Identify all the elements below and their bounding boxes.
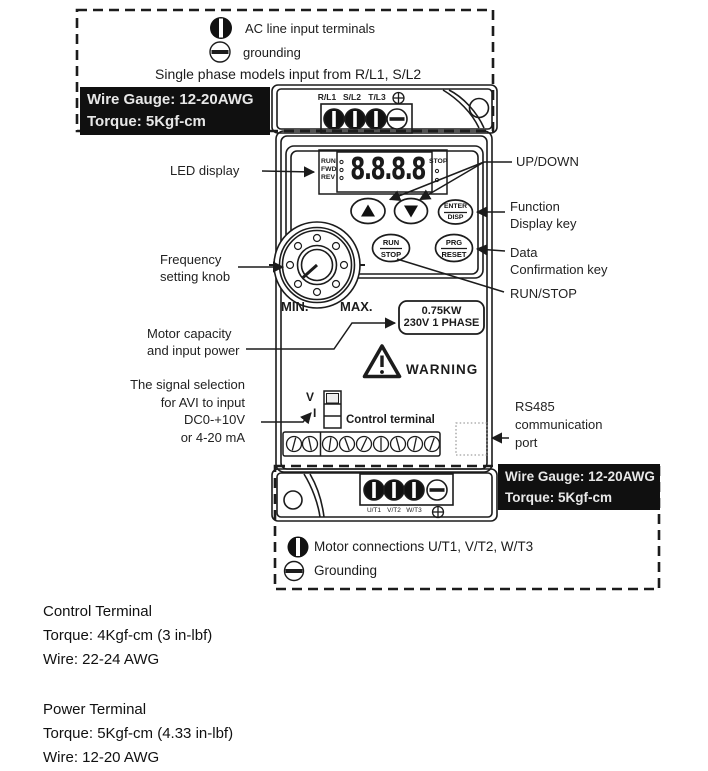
up-arrow-icon (361, 205, 375, 217)
grounding-label-bottom: Grounding (314, 563, 378, 578)
wire-gauge-bottom-box (498, 464, 660, 510)
power-terminal-torque: Torque: 5Kgf-cm (4.33 in-lbf) (43, 725, 234, 742)
terminal-label-rl1: R/L1 (317, 92, 337, 102)
signal-selection-annotation (103, 376, 245, 446)
motor-capacity-annotation-2: and input power (147, 343, 240, 358)
control-terminal-label: Control terminal (346, 414, 435, 426)
led-display-annotation: LED display (170, 163, 240, 178)
enter-label: ENTER (443, 202, 468, 210)
terminal-label-ut1: U/T1 (366, 507, 382, 514)
grounding-label: grounding (243, 45, 301, 60)
signal-line-3: DC0-+10V (183, 412, 245, 427)
indicator-run: RUN (321, 158, 336, 165)
warning-icon (365, 346, 400, 377)
grounding-screw-icon-bottom (285, 562, 304, 581)
mounting-hole (284, 491, 302, 509)
terminal-label-wt3: W/T3 (406, 507, 422, 514)
signal-line-1: The signal selection (130, 377, 245, 392)
prg-label: PRG (445, 237, 463, 247)
indicator-stop: STOP (429, 158, 448, 165)
single-phase-note: Single phase models input from R/L1, S/L2 (155, 66, 422, 82)
function-key-annotation-2: Display key (510, 216, 577, 231)
run-stop-annotation: RUN/STOP (510, 286, 577, 301)
rating-line2: 230V 1 PHASE (403, 317, 480, 329)
ground-symbol-icon (393, 93, 404, 104)
knob-max-label: MAX. (340, 299, 373, 314)
terminal-label-vt2: V/T2 (387, 507, 401, 514)
data-key-annotation-2: Confirmation key (510, 262, 608, 277)
frequency-knob (269, 222, 365, 308)
reset-label: RESET (441, 250, 467, 259)
rating-line1: 0.75KW (421, 305, 462, 317)
run-stop-leader (397, 259, 504, 292)
function-key-annotation-1: Function (510, 199, 560, 214)
rs485-port (456, 423, 487, 455)
mounting-hole (470, 99, 489, 118)
wire-gauge-top-line2: Torque: 5Kgf-cm (87, 113, 206, 130)
avi-leader (261, 413, 311, 422)
terminal-label-tl3: T/L3 (368, 92, 386, 102)
bottom-corner-wedge (304, 474, 320, 517)
avi-selector-switch (324, 391, 341, 428)
grounding-screw-icon (210, 42, 230, 62)
rs485-annotation-2: communication (515, 417, 603, 432)
motor-terminal-icon (288, 537, 309, 558)
power-terminal-wire: Wire: 12-20 AWG (43, 749, 160, 766)
control-terminal-strip (283, 432, 440, 456)
signal-line-4: or 4-20 mA (180, 429, 245, 445)
ac-line-label: AC line input terminals (245, 21, 376, 36)
wire-gauge-top-box (80, 87, 270, 135)
up-down-annotation: UP/DOWN (516, 154, 579, 169)
control-terminal-title: Control Terminal (43, 603, 152, 620)
wire-gauge-top-line1: Wire Gauge: 12-20AWG (87, 91, 254, 108)
disp-label: DISP (447, 214, 464, 221)
control-terminal-wire: Wire: 22-24 AWG (43, 651, 160, 668)
freq-knob-annotation-1: Frequency (160, 252, 222, 267)
down-arrow-icon (404, 206, 418, 218)
down-leader (420, 162, 484, 200)
warning-label: WARNING (406, 362, 479, 377)
stop-label: STOP (380, 250, 402, 259)
freq-knob-annotation-2: setting knob (160, 269, 231, 284)
motor-connections-label: Motor connections U/T1, V/T2, W/T3 (314, 539, 534, 554)
data-key-leader (477, 249, 505, 251)
knob-min-label: MIN. (281, 299, 309, 314)
indicator-fwd: FWD (321, 166, 337, 173)
terminal-label-sl2: S/L2 (343, 92, 361, 102)
switch-v-label: V (306, 390, 315, 404)
signal-line-2: for AVI to input (160, 394, 245, 410)
run-label: RUN (382, 237, 400, 247)
wire-gauge-bottom-line1: Wire Gauge: 12-20AWG (505, 469, 655, 484)
ac-line-terminal-icon (210, 17, 232, 39)
rs485-annotation-3: port (515, 435, 538, 450)
wire-gauge-bottom-line2: Torque: 5Kgf-cm (505, 490, 612, 505)
indicator-rev: REV (321, 174, 335, 181)
motor-capacity-annotation-1: Motor capacity (147, 326, 232, 341)
led-display-leader (262, 171, 314, 172)
seven-segment-digits: 8.8.8.8 (350, 152, 425, 187)
rating-leader (246, 323, 395, 349)
ground-symbol-icon (433, 507, 444, 518)
power-terminal-title: Power Terminal (43, 701, 147, 718)
switch-i-label: I (313, 406, 317, 420)
control-terminal-torque: Torque: 4Kgf-cm (3 in-lbf) (43, 627, 213, 644)
rs485-annotation-1: RS485 (515, 399, 555, 414)
data-key-annotation-1: Data (510, 245, 538, 260)
